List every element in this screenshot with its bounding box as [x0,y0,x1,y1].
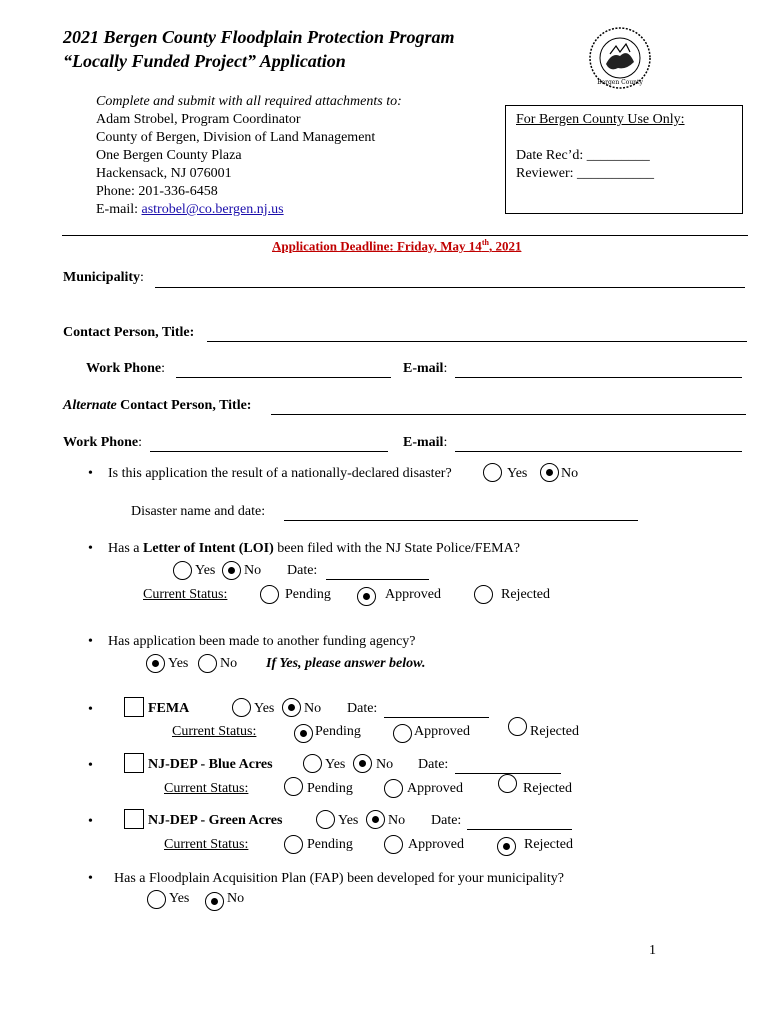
loi-no-label: No [244,563,262,578]
if-yes-note: If Yes, please answer below. [266,656,426,671]
loi-date-label: Date: [287,563,318,578]
green-acres-label: NJ-DEP - Green Acres [148,813,283,828]
green-yes-label: Yes [338,813,359,828]
form-title-line2: “Locally Funded Project” Application [63,51,346,71]
email-line [96,201,284,219]
bullet: • [88,634,93,649]
blue-no-label: No [376,757,394,772]
loi-pending-label: Pending [285,587,331,602]
q1-no-label: No [561,466,579,481]
green-date-label: Date: [431,813,462,828]
county-seal-logo [588,26,652,90]
q1-yes-label: Yes [507,466,528,481]
coordinator-name: Adam Strobel, Program Coordinator [96,112,301,127]
bullet: • [88,541,93,556]
blue-yes-radio[interactable] [303,754,322,773]
green-acres-checkbox[interactable] [124,809,144,829]
fema-no-label: No [304,701,322,716]
fema-rejected-label: Rejected [530,724,579,739]
work-phone-field[interactable] [176,377,391,378]
q3-yes-radio[interactable] [146,654,165,673]
street-address: One Bergen County Plaza [96,148,242,163]
green-current-status: Current Status: [164,837,249,852]
fap-no-radio[interactable] [205,892,224,911]
reviewer: Reviewer: ___________ [516,166,655,181]
municipality-label: Municipality: [63,270,144,285]
blue-acres-checkbox[interactable] [124,753,144,773]
loi-no-radio[interactable] [222,561,241,580]
phone: Phone: 201-336-6458 [96,184,218,199]
fap-yes-radio[interactable] [147,890,166,909]
fap-no-label: No [227,891,245,906]
fema-pending-label: Pending [315,724,361,739]
fema-no-radio[interactable] [282,698,301,717]
email-label: E-mail: [96,202,142,217]
bullet: • [88,466,93,481]
blue-approved-radio[interactable] [384,779,403,798]
green-approved-label: Approved [408,837,464,852]
green-pending-label: Pending [307,837,353,852]
loi-current-status: Current Status: [143,587,228,602]
email-link[interactable]: astrobel@co.bergen.nj.us [141,202,284,217]
fema-date-label: Date: [347,701,378,716]
loi-date-field[interactable] [326,579,429,580]
blue-pending-radio[interactable] [284,777,303,796]
svg-text:Bergen County: Bergen County [597,79,643,86]
submit-instructions: Complete and submit with all required attachments to: [96,94,402,109]
fema-checkbox[interactable] [124,697,144,717]
work-phone-field-2[interactable] [150,451,388,452]
fema-rejected-radio[interactable] [508,717,527,736]
q1-disaster: Is this application the result of a nationally-declared disaster? [108,466,452,481]
green-no-radio[interactable] [366,810,385,829]
disaster-name-label: Disaster name and date: [131,504,266,519]
alternate-contact-field[interactable] [271,414,746,415]
q1-no-radio[interactable] [540,463,559,482]
work-phone-label: Work Phone: [86,361,165,376]
page-number: 1 [649,943,656,958]
email-field-2[interactable] [455,451,742,452]
green-rejected-label: Rejected [524,837,573,852]
green-no-label: No [388,813,406,828]
bullet: • [88,758,93,773]
form-title-line1: 2021 Bergen County Floodplain Protection Program [63,27,455,47]
blue-yes-label: Yes [325,757,346,772]
loi-rejected-label: Rejected [501,587,550,602]
green-date-field[interactable] [467,829,572,830]
fema-approved-label: Approved [414,724,470,739]
fema-current-status: Current Status: [172,724,257,739]
alternate-contact-label: Alternate Contact Person, Title: [63,398,252,413]
loi-approved-label: Approved [385,587,441,602]
city-address: Hackensack, NJ 076001 [96,166,232,181]
fema-yes-radio[interactable] [232,698,251,717]
blue-rejected-label: Rejected [523,781,572,796]
organization: County of Bergen, Division of Land Management [96,130,376,145]
green-rejected-radio[interactable] [497,837,516,856]
blue-no-radio[interactable] [353,754,372,773]
blue-pending-label: Pending [307,781,353,796]
divider [62,235,748,236]
q2-loi: Has a Letter of Intent (LOI) been filed with the NJ State Police/FEMA? [108,541,520,556]
loi-yes-radio[interactable] [173,561,192,580]
blue-acres-label: NJ-DEP - Blue Acres [148,757,273,772]
fema-approved-radio[interactable] [393,724,412,743]
q3-yes-label: Yes [168,656,189,671]
fema-date-field[interactable] [384,717,489,718]
blue-date-label: Date: [418,757,449,772]
green-yes-radio[interactable] [316,810,335,829]
q4-fap: Has a Floodplain Acquisition Plan (FAP) been developed for your municipality? [114,871,564,886]
email-field-1[interactable] [455,377,742,378]
fap-yes-label: Yes [169,891,190,906]
q3-other-agency: Has application been made to another funding agency? [108,634,416,649]
email-label-1: E-mail: [403,361,448,376]
application-deadline: Application Deadline: Friday, May 14th, 2021 [272,238,522,254]
bullet: • [88,702,93,717]
loi-rejected-radio[interactable] [474,585,493,604]
work-phone-label-2: Work Phone: [63,435,142,450]
blue-rejected-radio[interactable] [498,774,517,793]
loi-approved-radio[interactable] [357,587,376,606]
bullet: • [88,871,93,886]
blue-approved-label: Approved [407,781,463,796]
blue-current-status: Current Status: [164,781,249,796]
disaster-name-field[interactable] [284,520,638,521]
date-received: Date Rec’d: _________ [516,148,650,163]
q3-no-label: No [220,656,238,671]
municipality-field[interactable] [155,287,745,288]
green-approved-radio[interactable] [384,835,403,854]
bullet: • [88,814,93,829]
loi-pending-radio[interactable] [260,585,279,604]
fema-pending-radio[interactable] [294,724,313,743]
contact-person-label: Contact Person, Title: [63,325,195,340]
email-label-2: E-mail: [403,435,448,450]
contact-person-field[interactable] [207,341,747,342]
q3-no-radio[interactable] [198,654,217,673]
fema-label: FEMA [148,701,190,716]
fema-yes-label: Yes [254,701,275,716]
county-use-heading: For Bergen County Use Only: [516,112,685,127]
green-pending-radio[interactable] [284,835,303,854]
loi-yes-label: Yes [195,563,216,578]
q1-yes-radio[interactable] [483,463,502,482]
